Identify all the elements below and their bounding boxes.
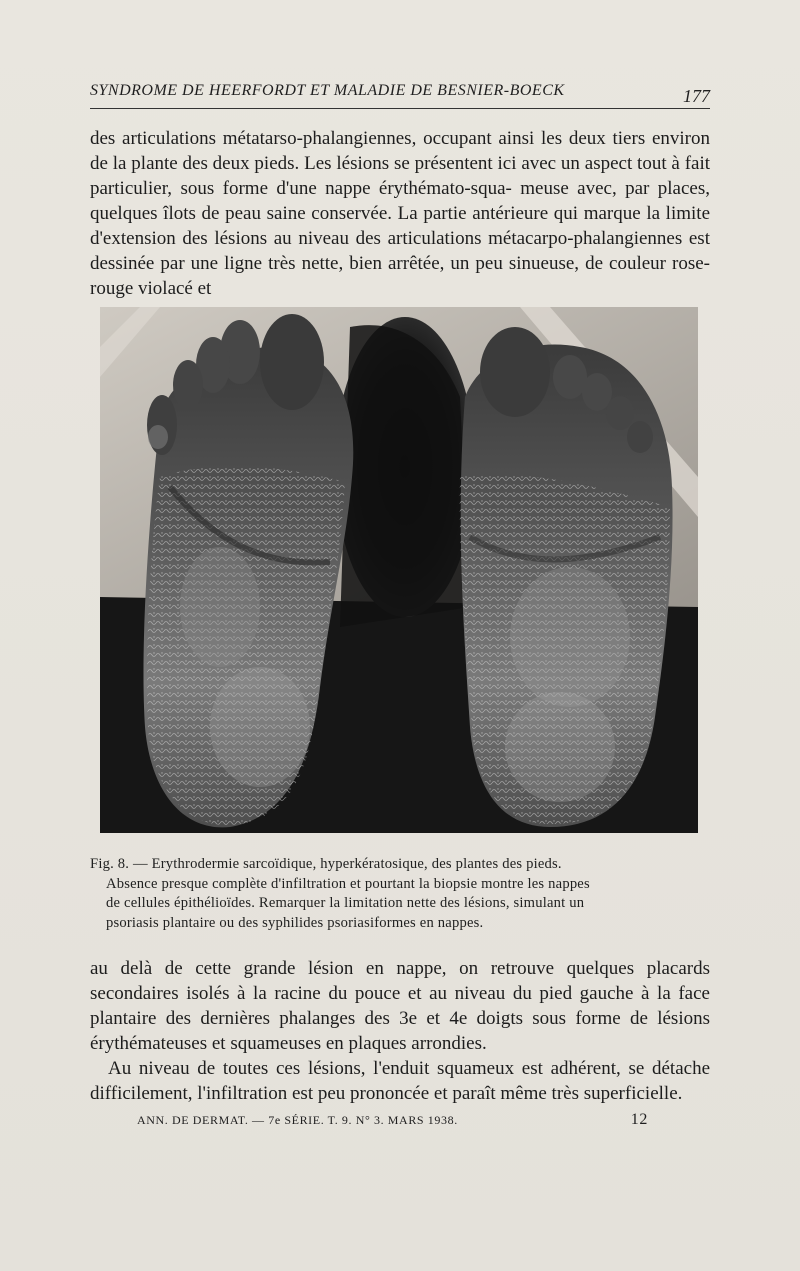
signature-mark: 12 bbox=[630, 1111, 648, 1128]
caption-line: de cellules épithélioïdes. Remarquer la limitation nette des lésions, simulant un bbox=[106, 895, 585, 911]
body-line: aspect tout à fait particulier, sous forme d'une nappe érythémato-squa- bbox=[90, 153, 711, 199]
body-line: meuse avec, par places, quelques îlots de peau saine conservée. La partie bbox=[90, 178, 710, 224]
body-line: des articulations métatarso-phalangiennes, occupant ainsi les deux tiers bbox=[90, 128, 652, 149]
body-line: environ de la plante des deux pieds. Les lésions se présentent ici avec un bbox=[90, 128, 710, 174]
right-foot bbox=[460, 327, 673, 827]
body-line: détache difficilement, l'infiltration est peu prononcée et paraît même très bbox=[90, 1058, 710, 1104]
caption-lead: Fig. 8. — Erythrodermie sarcoïdique, hyperkératosique, des plantes des pieds. bbox=[90, 856, 562, 872]
figure-caption bbox=[90, 855, 710, 933]
footer bbox=[90, 1113, 710, 1135]
body-line: secondaires isolés à la racine du pouce et au niveau du pied gauche à la bbox=[90, 983, 679, 1004]
body-paragraph-second bbox=[90, 1056, 710, 1106]
header-title: SYNDROME DE HEERFORDT ET MALADIE DE BESNIER-BOECK bbox=[90, 82, 565, 99]
running-header bbox=[90, 80, 710, 109]
body-line: Au niveau de toutes ces lésions, l'enduit squameux est adhérent, se bbox=[108, 1058, 652, 1079]
page-number: 177 bbox=[683, 86, 710, 106]
body-line: face plantaire des dernières phalanges des 3e et 4e doigts sous forme de bbox=[90, 983, 710, 1029]
body-paragraph-bottom bbox=[90, 956, 710, 1111]
body-paragraph-top bbox=[90, 126, 711, 299]
body-line: antérieure qui marque la limite d'extension des lésions au niveau des bbox=[90, 203, 711, 249]
figure-photograph bbox=[100, 307, 698, 833]
journal-citation: ANN. DE DERMAT. — 7e SÉRIE. T. 9. N° 3. MARS 1938. bbox=[137, 1113, 458, 1127]
body-line: lésions érythémateuses et squameuses en plaques arrondies. bbox=[90, 1008, 710, 1054]
body-line: au delà de cette grande lésion en nappe, on retrouve quelques placards bbox=[90, 958, 710, 979]
body-line: articulations métacarpo-phalangiennes est dessinée par une ligne très bbox=[90, 228, 710, 274]
body-line: nette, bien arrêtée, un peu sinueuse, de couleur rose-rouge violacé et bbox=[90, 253, 710, 299]
body-line: superficielle. bbox=[583, 1083, 683, 1104]
caption-line: Absence presque complète d'infiltration et pourtant la biopsie montre les nappes bbox=[106, 875, 590, 892]
caption-line: psoriasis plantaire ou des syphilides psoriasiformes en nappes. bbox=[106, 914, 484, 931]
